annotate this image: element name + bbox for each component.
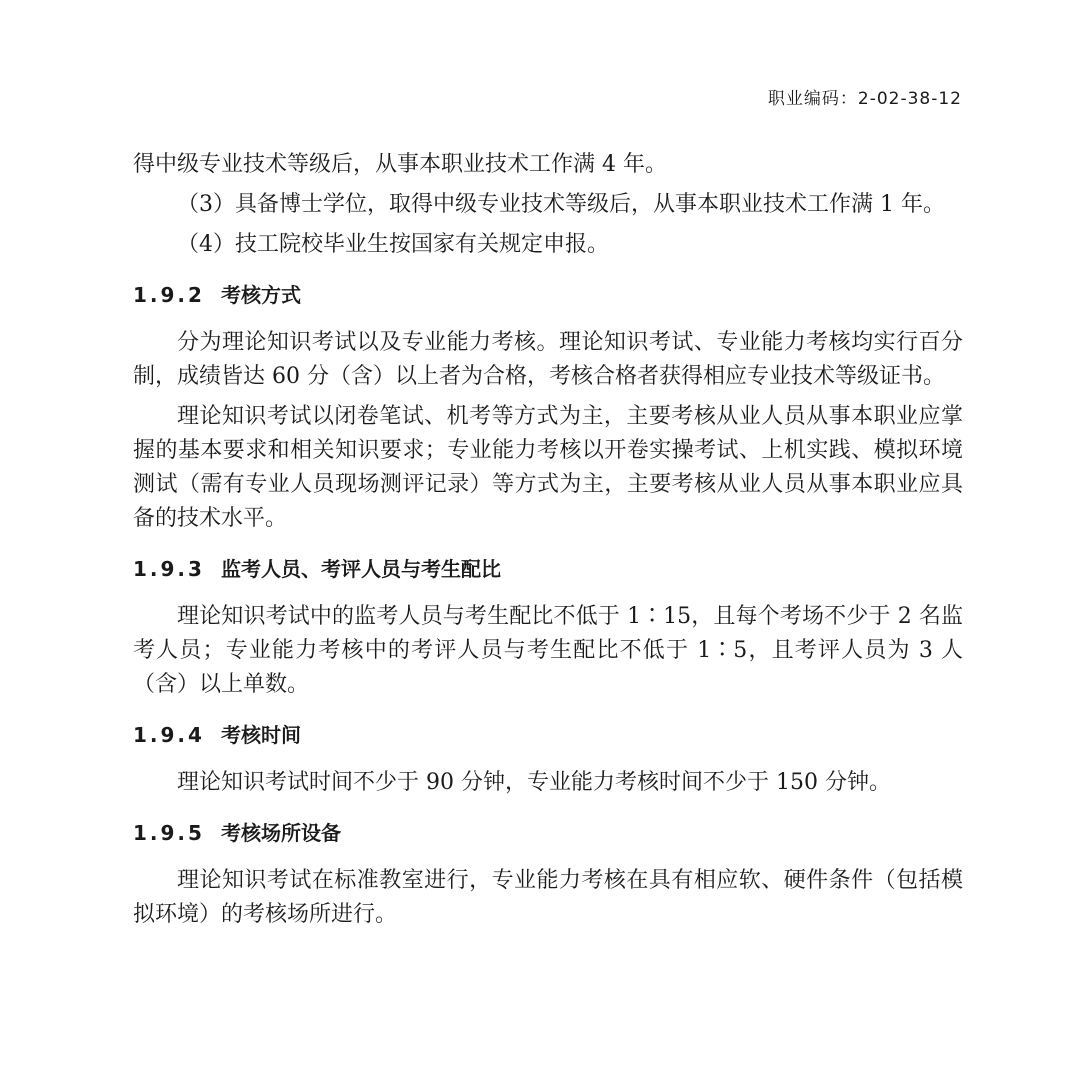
section-number: 1.9.3: [133, 557, 205, 581]
section-number: 1.9.5: [133, 821, 205, 845]
section-heading-1-9-3: [133, 554, 963, 584]
paragraph-exam-format: 理论知识考试以闭卷笔试、机考等方式为主，主要考核从业人员从事本职业应掌握的基本要求和相关知识要求；专业能力考核以开卷实操考试、上机实践、模拟环境测试（需有专业人员现场测评记录）等方式为主，主要考核从业人员从事本职业应具备的技术水平。: [133, 404, 963, 531]
section-number: 1.9.2: [133, 283, 205, 307]
section-title: 考核时间: [221, 723, 301, 747]
section-heading-1-9-5: [133, 818, 963, 848]
paragraph-continuation: 得中级专业技术等级后，从事本职业技术工作满 4 年。: [133, 152, 667, 177]
section-heading-1-9-4: [133, 720, 963, 750]
paragraph-exam-venue: 理论知识考试在标准教室进行，专业能力考核在具有相应软、硬件条件（包括模拟环境）的考核场所进行。: [133, 868, 963, 927]
occupation-code: 职业编码：2-02-38-12: [767, 89, 962, 109]
paragraph-exam-time: 理论知识考试时间不少于 90 分钟，专业能力考核时间不少于 150 分钟。: [177, 770, 891, 795]
section-number: 1.9.4: [133, 723, 205, 747]
section-title: 考核方式: [221, 283, 301, 307]
section-title: 监考人员、考评人员与考生配比: [221, 557, 501, 581]
section-title: 考核场所设备: [221, 821, 341, 845]
section-heading-1-9-2: [133, 280, 963, 310]
paragraph-exam-method: 分为理论知识考试以及专业能力考核。理论知识考试、专业能力考核均实行百分制，成绩皆达 60 分（含）以上者为合格，考核合格者获得相应专业技术等级证书。: [133, 330, 963, 389]
paragraph-examiner-ratio: 理论知识考试中的监考人员与考生配比不低于 1∶15，且每个考场不少于 2 名监考人员；专业能力考核中的考评人员与考生配比不低于 1∶5，且考评人员为 3 人（含）以上单数。: [133, 604, 963, 697]
paragraph-item-3: （3）具备博士学位，取得中级专业技术等级后，从事本职业技术工作满 1 年。: [177, 192, 945, 217]
paragraph-item-4: （4）技工院校毕业生按国家有关规定申报。: [177, 232, 609, 257]
document-body: [133, 148, 963, 932]
